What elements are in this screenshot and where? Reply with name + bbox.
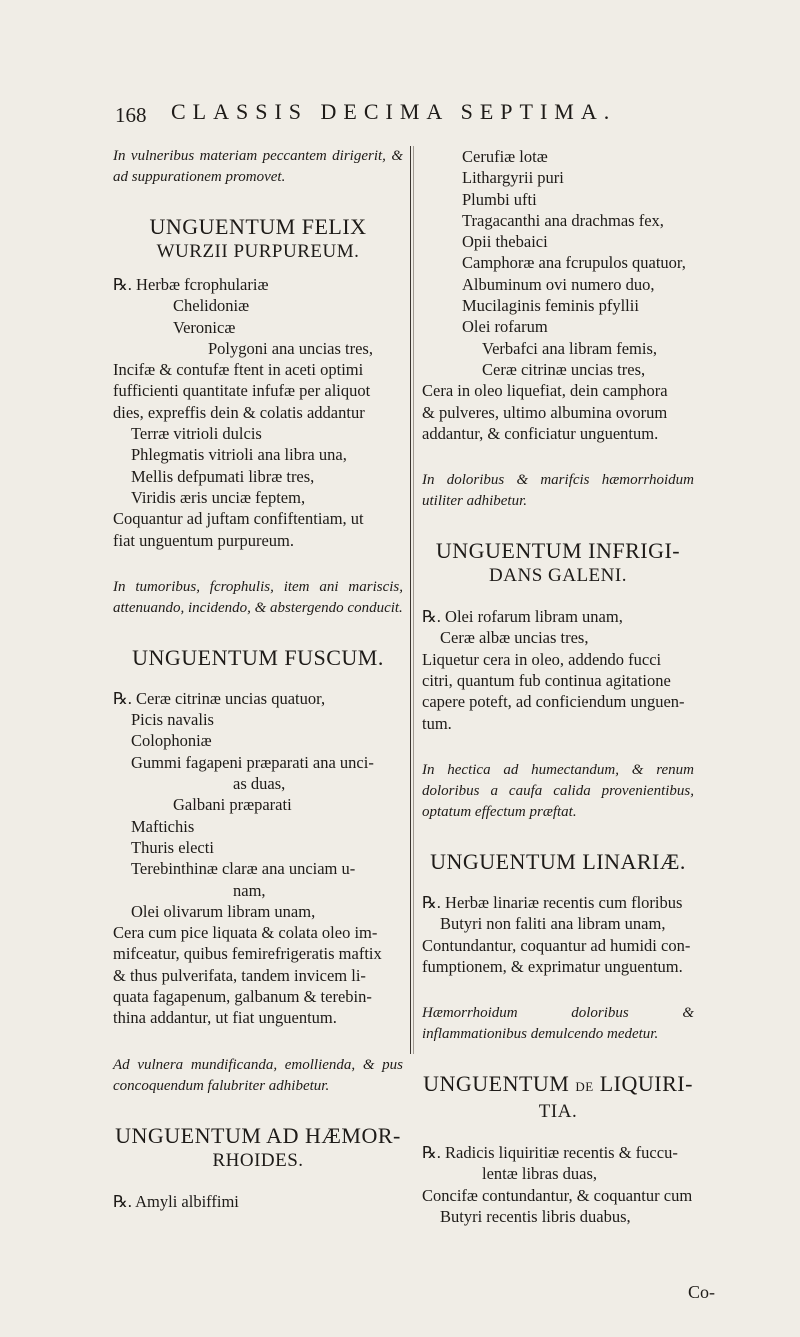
recipe-line: Colophoniæ xyxy=(131,731,212,751)
recipe-line: Viridis æris unciæ feptem, xyxy=(131,487,306,507)
recipe-line: ℞. Radicis liquiritiæ recentis & fuccu- xyxy=(422,1143,678,1163)
recipe-line: capere poteft, ad conficiendum unguen- xyxy=(422,692,685,712)
running-title: CLASSIS DECIMA SEPTIMA. xyxy=(171,99,617,124)
recipe-line: as duas, xyxy=(233,774,286,794)
page-number: 168 xyxy=(115,103,147,127)
heading-haemorrhoides: UNGUENTUM AD HÆMOR- xyxy=(115,1122,401,1148)
recipe-line: Thuris electi xyxy=(131,837,214,857)
recipe-line: ℞. Ceræ citrinæ uncias quatuor, xyxy=(113,688,326,708)
recipe-line: Cerufiæ lotæ xyxy=(462,147,548,166)
recipe-line: nam, xyxy=(233,880,266,900)
recipe-fuscum xyxy=(113,688,403,1029)
recipe-line: Picis navalis xyxy=(131,710,214,730)
recipe-line: fiat unguentum purpureum. xyxy=(113,530,295,550)
recipe-liquiritia xyxy=(422,1142,694,1227)
heading-liquiritia-cont: TIA. xyxy=(538,1101,578,1123)
recipe-line: lentæ libras duas, xyxy=(482,1164,598,1184)
recipe-line: mifceatur, quibus femirefrigeratis maftix xyxy=(113,944,382,964)
recipe-line: addantur, & conficiatur unguentum. xyxy=(422,423,659,443)
recipe-line: Mucilaginis feminis pfyllii xyxy=(462,296,639,316)
column-rule-inner xyxy=(413,146,414,1054)
recipe-line: Polygoni ana uncias tres, xyxy=(208,338,373,358)
recipe-line: tum. xyxy=(422,713,452,733)
recipe-line: Incifæ & contufæ ftent in aceti optimi xyxy=(113,360,364,380)
recipe-line: Albuminum ovi numero duo, xyxy=(462,274,655,294)
column-rule xyxy=(410,146,411,1054)
heading-unguentum-fuscum: UNGUENTUM FUSCUM. xyxy=(132,644,384,670)
heading-galeni: DANS GALENI. xyxy=(489,565,627,587)
note-haemorrhoidum: Hæmorrhoidum doloribus & inflammationibus demulcendo medetur. xyxy=(422,1005,694,1043)
note-tumoribus: In tumoribus, fcrophulis, item ani mariscis, attenuando, incidendo, & abstergendo conducit. xyxy=(113,578,403,616)
recipe-line: Olei rofarum xyxy=(462,317,548,337)
recipe-line: Terræ vitrioli dulcis xyxy=(131,424,262,444)
heading-linariae: UNGUENTUM LINARIÆ. xyxy=(430,848,686,874)
recipe-line: Camphoræ ana fcrupulos quatuor, xyxy=(462,253,686,273)
recipe-line: Ceræ citrinæ uncias tres, xyxy=(482,359,646,379)
recipe-line: Concifæ contundantur, & coquantur cum xyxy=(422,1185,693,1205)
recipe-line: Phlegmatis vitrioli ana libra una, xyxy=(131,445,347,465)
heading-unguentum-felix: UNGUENTUM FELIX xyxy=(149,214,367,239)
recipe-line: Contundantur, coquantur ad humidi con- xyxy=(422,935,691,955)
recipe-line: Butyri recentis libris duabus, xyxy=(440,1207,631,1227)
recipe-infrigidans xyxy=(422,606,694,734)
recipe-line: dies, expreffis dein & colatis addantur xyxy=(113,402,365,422)
recipe-line: citri, quantum fub continua agitatione xyxy=(422,671,671,691)
recipe-line: & thus pulverifata, tandem invicem li- xyxy=(113,965,366,985)
heading-haemorrhoides-cont: RHOIDES. xyxy=(212,1149,304,1171)
recipe-line: Verbafci ana libram femis, xyxy=(482,338,658,358)
recipe-haemorrhoides-cont xyxy=(422,146,694,444)
recipe-line: Liquetur cera in oleo, addendo fucci xyxy=(422,649,662,669)
recipe-line: Coquantur ad juftam confiftentiam, ut xyxy=(113,509,364,529)
recipe-line: ℞. Herbæ fcrophulariæ xyxy=(113,275,269,294)
recipe-line: fumptionem, & exprimatur unguentum. xyxy=(422,956,683,976)
recipe-line: ℞. Amyli albiffimi xyxy=(113,1191,239,1211)
recipe-felix xyxy=(113,274,403,551)
recipe-line: Terebinthinæ claræ ana unciam u- xyxy=(131,859,356,879)
heading-infrigidans: UNGUENTUM INFRIGI- xyxy=(435,538,681,564)
recipe-line: ℞. Herbæ linariæ recentis cum floribus xyxy=(422,892,683,912)
recipe-line: thina addantur, ut fiat unguentum. xyxy=(113,1008,337,1028)
recipe-line: fufficienti quantitate infufæ per aliquot xyxy=(113,381,371,401)
page-header xyxy=(115,99,685,135)
recipe-line: ℞. Olei rofarum libram unam, xyxy=(422,607,623,627)
note-vulnera: Ad vulnera mundificanda, emollienda, & pus concoquendum falubriter adhibetur. xyxy=(113,1056,403,1094)
recipe-line: Ceræ albæ uncias tres, xyxy=(440,628,589,648)
recipe-line: Cera in oleo liquefiat, dein camphora xyxy=(422,381,668,401)
recipe-line: & pulveres, ultimo albumina ovorum xyxy=(422,402,668,422)
recipe-line: Cera cum pice liquata & colata oleo im- xyxy=(113,923,378,943)
right-column xyxy=(422,146,694,1227)
recipe-line: Lithargyrii puri xyxy=(462,168,564,188)
heading-wurzii: WURZII PURPUREUM. xyxy=(156,241,360,262)
left-column xyxy=(113,146,403,1212)
intro-note: In vulneribus materiam peccantem dirigerit, & ad suppurationem promovet. xyxy=(113,148,403,185)
heading-liquiritia: UNGUENTUM DE LIQUIRI- xyxy=(423,1071,693,1097)
catchword: Co- xyxy=(688,1282,715,1302)
recipe-line: Opii thebaici xyxy=(462,232,548,252)
recipe-line: Butyri non faliti ana libram unam, xyxy=(440,914,666,934)
recipe-line: Maftichis xyxy=(131,816,195,836)
recipe-line: Plumbi ufti xyxy=(462,189,537,209)
recipe-line: Veronicæ xyxy=(173,317,236,337)
recipe-line: Tragacanthi ana drachmas fex, xyxy=(462,210,664,230)
recipe-line: Mellis defpumati libræ tres, xyxy=(131,466,315,486)
recipe-linariae xyxy=(422,892,694,977)
recipe-line: Galbani præparati xyxy=(173,795,292,815)
note-doloribus: In doloribus & marifcis hæmorrhoidum utiliter adhibetur. xyxy=(422,472,694,510)
recipe-line: Olei olivarum libram unam, xyxy=(131,901,316,921)
note-hectica: In hectica ad humectandum, & renum doloribus a caufa calida provenientibus, optatum effectum præftat. xyxy=(422,761,694,820)
recipe-line: quata fagapenum, galbanum & terebin- xyxy=(113,987,372,1007)
recipe-line: Gummi fagapeni præparati ana unci- xyxy=(131,752,374,772)
recipe-line: Chelidoniæ xyxy=(173,296,250,316)
